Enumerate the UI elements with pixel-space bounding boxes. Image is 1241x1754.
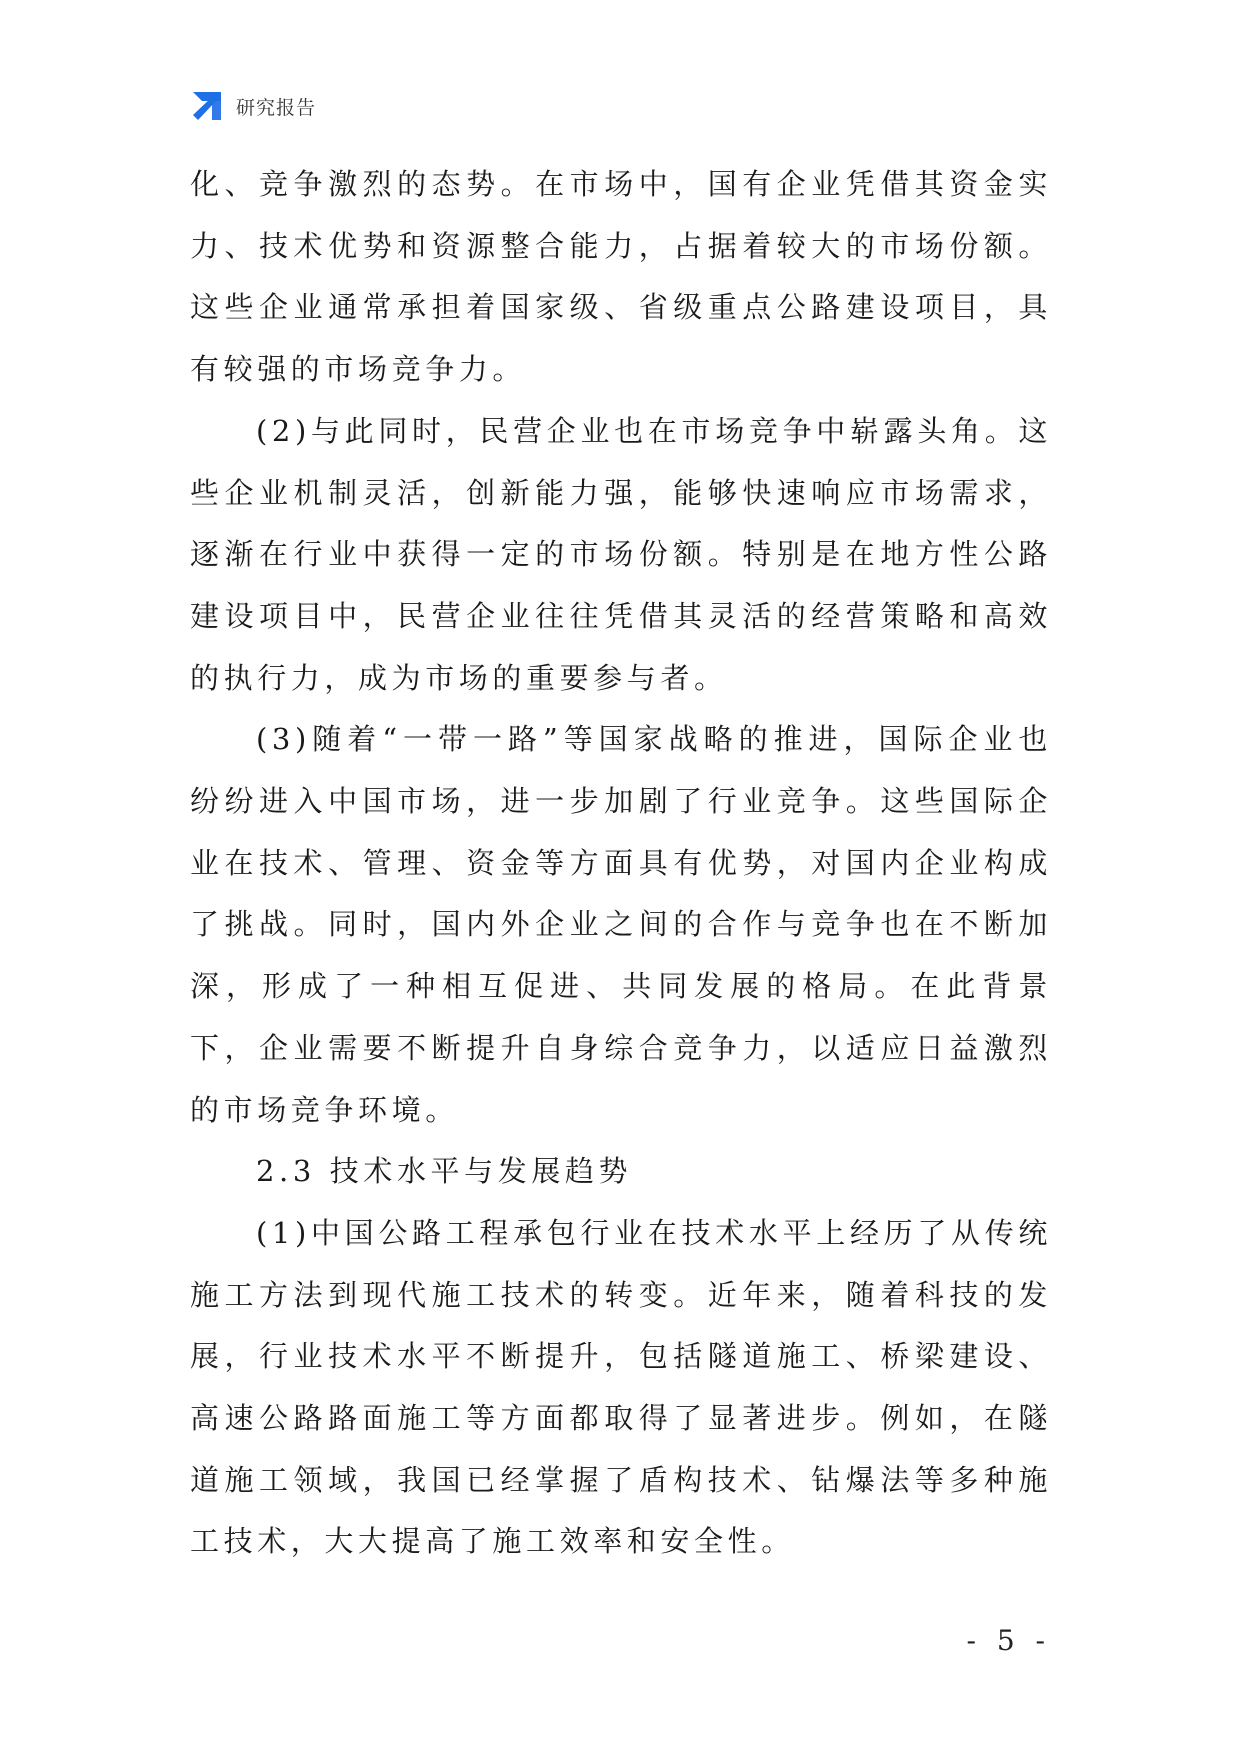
arrow-up-right-logo-icon [190,89,224,123]
page-number: - 5 - [966,1624,1051,1657]
paragraph-private-enterprises: (2)与此同时，民营企业也在市场竞争中崭露头角。这些企业机制灵活，创新能力强，能够快速响应市场需求，逐渐在行业中获得一定的市场份额。特别是在地方性公路建设项目中，民营企业往往凭借其灵活的经营策略和高效的执行力，成为市场的重要参与者。 [190,413,1052,695]
paragraph-international-enterprises: (3)随着“一带一路”等国家战略的推进，国际企业也纷纷进入中国市场，进一步加剧了行业竞争。这些国际企业在技术、管理、资金等方面具有优势，对国内企业构成了挑战。同时，国内外企业之间的合作与竞争也在不断加深，形成了一种相互促进、共同发展的格局。在此背景下，企业需要不断提升自身综合竞争力，以适应日益激烈的市场竞争环境。 [190,722,1052,1127]
section-heading: 2.3 技术水平与发展趋势 [256,1154,633,1189]
header-title: 研究报告 [236,96,317,119]
paragraph-continuation: 化、竞争激烈的态势。在市场中，国有企业凭借其资金实力、技术优势和资源整合能力，占据着较大的市场份额。这些企业通常承担着国家级、省级重点公路建设项目，具有较强的市场竞争力。 [190,167,1052,387]
document-body [190,154,1052,1573]
report-header [190,88,316,124]
paragraph-technology-level: (1)中国公路工程承包行业在技术水平上经历了从传统施工方法到现代施工技术的转变。近年来，随着科技的发展，行业技术水平不断提升，包括隧道施工、桥梁建设、高速公路路面施工等方面都取得了显著进步。例如，在隧道施工领域，我国已经掌握了盾构技术、钻爆法等多种施工技术，大大提高了施工效率和安全性。 [190,1215,1052,1559]
